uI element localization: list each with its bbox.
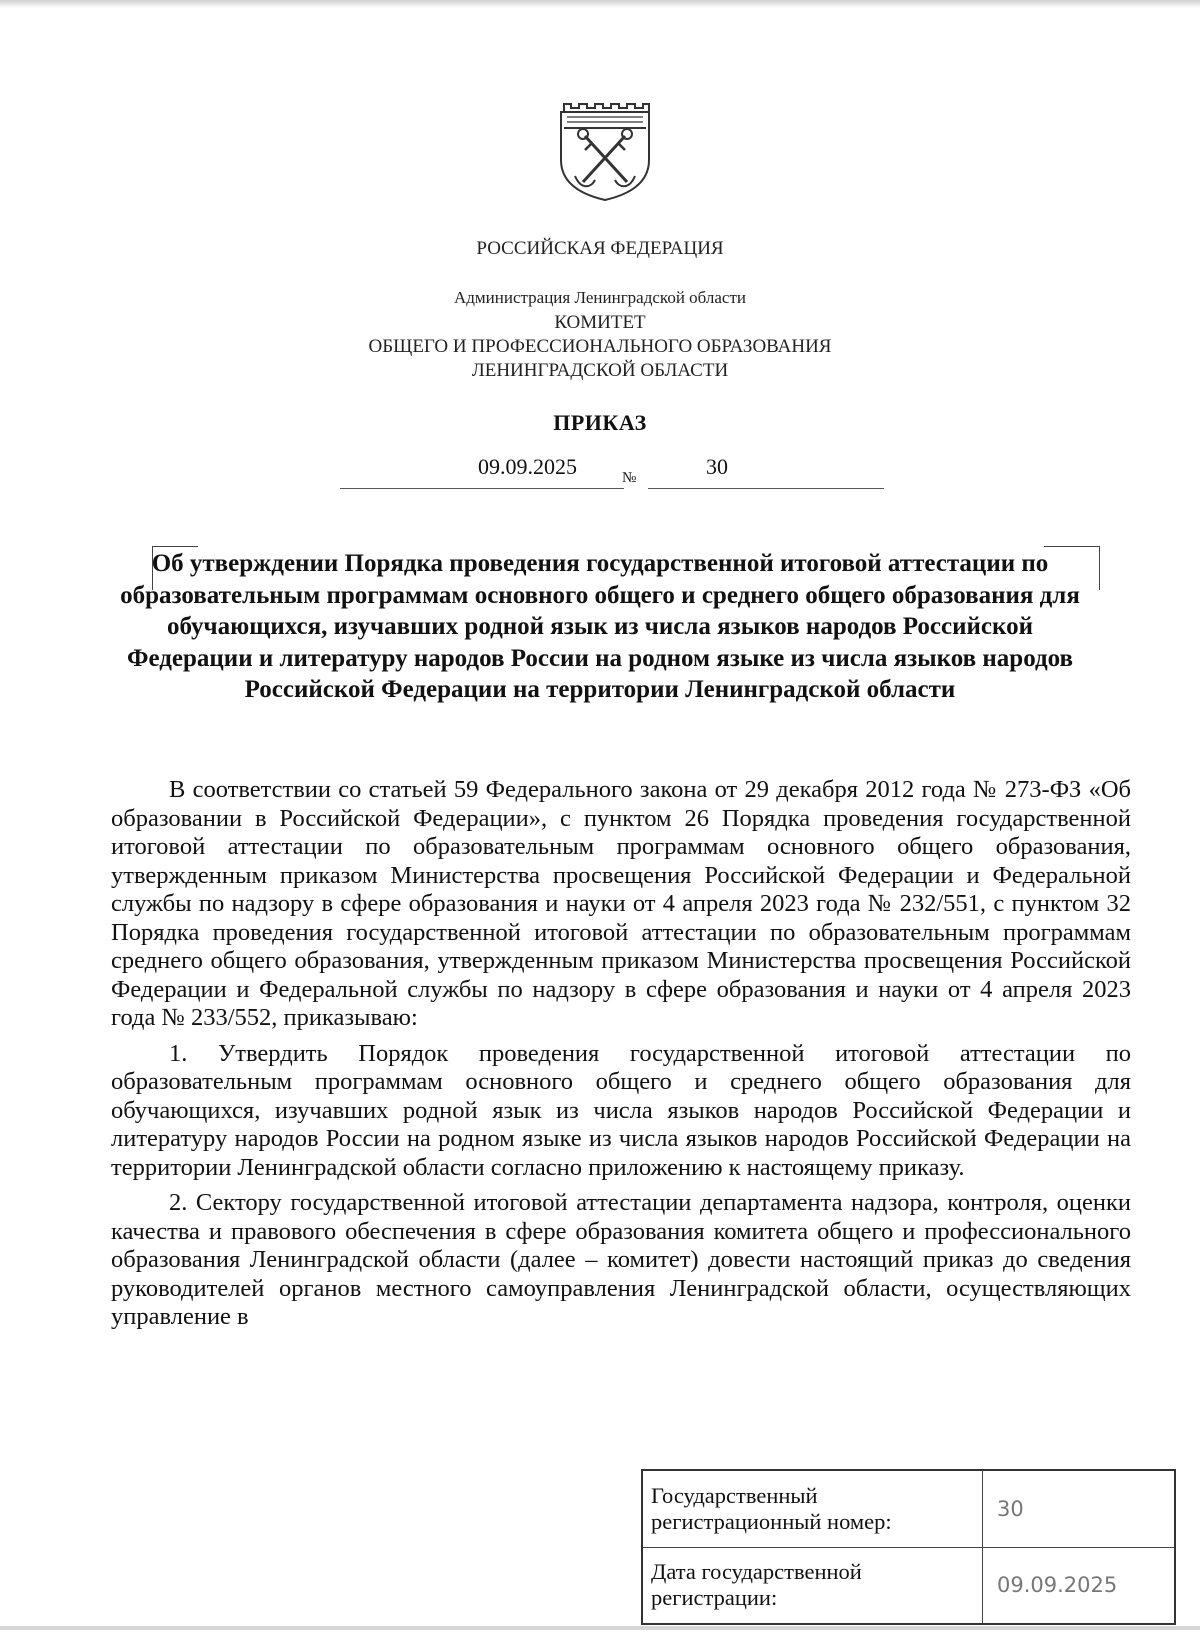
order-item-2: 2. Сектору государственной итоговой аттестации департамента надзора, контроля, оценки качества и правового обеспечения в сфере образования комитета общего и профессионального образования Ленинградской области (далее – комитет) довести настоящий приказ до сведения руководителей органов местного самоуправления Ленинградской области, осуществляющих управление в: [111, 1189, 1131, 1330]
registration-date-label: Дата государственной регистрации:: [642, 1547, 983, 1624]
number-underline: [648, 488, 884, 489]
table-row: [642, 1547, 1175, 1624]
registration-number-value: 30: [983, 1470, 1176, 1547]
scan-edge-bottom: [0, 1626, 1200, 1630]
order-item-1: 1. Утвердить Порядок проведения государственной итоговой аттестации по образовательным программам основного общего и среднего общего образования для обучающихся, изучавших родной язык из числа языков народов Российской Федерации и литературу народов России на родном языке из числа языков народов Российской Федерации на территории Ленинградской области согласно приложению к настоящему приказу.: [111, 1039, 1131, 1181]
committee-line: КОМИТЕТ: [554, 312, 646, 333]
country-name: РОССИЙСКАЯ ФЕДЕРАЦИЯ: [476, 238, 724, 259]
order-title: Об утверждении Порядка проведения государственной итоговой аттестации по образовательным программам основного общего и среднего общего образования для обучающихся, изучавших родной язык из числа языков народов Российской Федерации и литературу народов России на родном языке из числа языков народов Российской Федерации на территории Ленинградской области: [120, 550, 1080, 703]
order-number: 30: [706, 454, 728, 479]
scan-edge-top: [0, 0, 1200, 8]
registration-date-value: 09.09.2025: [983, 1547, 1176, 1624]
title-bracket-right: [1099, 546, 1100, 590]
committee-line: ЛЕНИНГРАДСКОЙ ОБЛАСТИ: [471, 360, 729, 381]
order-date: 09.09.2025: [478, 454, 577, 479]
registration-table: [641, 1469, 1176, 1625]
title-bracket-right: [1044, 546, 1100, 547]
document-type: ПРИКАЗ: [553, 410, 647, 435]
coat-of-arms-icon: [555, 98, 655, 202]
preamble-paragraph: В соответствии со статьей 59 Федерального закона от 29 декабря 2012 года № 273-ФЗ «Об образовании в Российской Федерации», с пунктом 26 Порядка проведения государственной итоговой аттестации по образовательным программам основного общего образования, утвержденным приказом Министерства просвещения Российской Федерации и Федеральной службы по надзору в сфере образования и науки от 4 апреля 2023 года № 232/551, с пунктом 32 Порядка проведения государственной итоговой аттестации по образовательным программам среднего общего образования, утвержденным приказом Министерства просвещения Российской Федерации и Федеральной службы по надзору в сфере образования и науки от 4 апреля 2023 года № 233/552, приказываю:: [111, 776, 1131, 1031]
date-underline: [340, 488, 624, 489]
title-bracket-left: [152, 546, 198, 547]
registration-number-label: Государственный регистрационный номер:: [642, 1470, 983, 1547]
committee-line: ОБЩЕГО И ПРОФЕССИОНАЛЬНОГО ОБРАЗОВАНИЯ: [368, 336, 832, 357]
administration-name: Администрация Ленинградской области: [453, 288, 746, 307]
table-row: [642, 1470, 1175, 1547]
number-sign: №: [622, 470, 637, 486]
committee-name: [0, 311, 1200, 383]
order-body: [111, 776, 1131, 1339]
